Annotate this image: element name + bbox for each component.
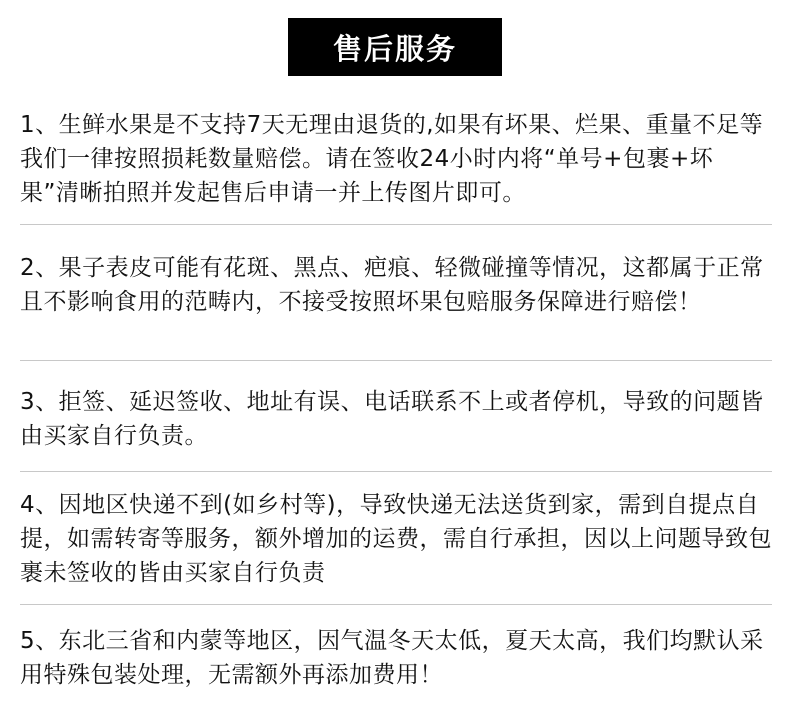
policy-item-5: 5、东北三省和内蒙等地区，因气温冬天太低，夏天太高，我们均默认采用特殊包装处理，无需额外再添加费用！ <box>20 628 764 688</box>
policy-item-3: 3、拒签、延迟签收、地址有误、电话联系不上或者停机，导致的问题皆由买家自行负责。 <box>20 389 764 449</box>
title-bar <box>0 18 790 76</box>
divider <box>20 224 772 225</box>
divider <box>20 471 772 472</box>
divider <box>20 360 772 361</box>
policy-item-1: 1、生鲜水果是不支持7天无理由退货的,如果有坏果、烂果、重量不足等我们一律按照损耗数量赔偿。请在签收24小时内将“单号+包裹+坏果”清晰拍照并发起售后申请一并上传图片即可。 <box>20 112 764 206</box>
page-title: 售后服务 <box>288 18 502 76</box>
policy-item-2: 2、果子表皮可能有花斑、黑点、疤痕、轻微碰撞等情况，这都属于正常且不影响食用的范畴内，不接受按照坏果包赔服务保障进行赔偿！ <box>20 255 764 315</box>
divider <box>20 604 772 605</box>
policy-item-4: 4、因地区快递不到(如乡村等)，导致快递无法送货到家，需到自提点自提，如需转寄等服务，额外增加的运费，需自行承担，因以上问题导致包裹未签收的皆由买家自行负责 <box>20 492 772 586</box>
